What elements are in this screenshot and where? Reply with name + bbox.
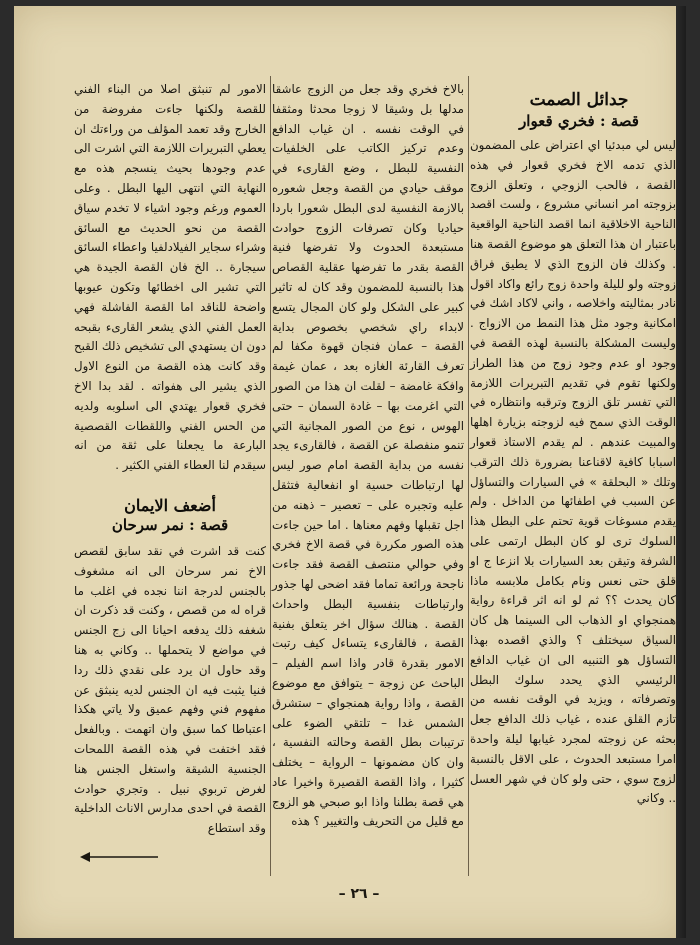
section-body-text: كنت قد اشرت في نقد سابق لقصص الاخ نمر سرحان الى انه مشغوف بالجنس لدرجة اننا نجده في اغلب ما قراه له من قصص ، وكنت قد ذكرت ان شغفه ذلك يدفعه احيانا الى زج الجنس في مواضع لا يتحملها .. وكاني به هنا وقد حاول ان يرد على نقدي ذلك ردا فنيا يثبت فيه ان الجنس لديه ينبثق عن مفهوم فني وفهم عميق ولا ياتي هكذا اعتباطا كما سبق وان اتهمت . وبالفعل فقد اختفت في هذه القصة اللمحات الجنسية الشيقة واستغل الجنس هنا لغرض تربوي نبيل . وتجري حوادث القصة في احدى مدارس الاناث الداخلية وقد استطاع [74, 544, 266, 836]
section-subtitle: قصة : نمر سرحان [111, 516, 229, 534]
column-middle [272, 80, 464, 832]
magazine-page [14, 6, 686, 938]
column-right-text: ليس لي مبدئيا اي اعتراض على المضمون الذي تدمه الاخ فخري قعوار في هذه القصة ، فالحب الزوجي ، وتعلق الزوج بزوجته امر انساني مشروع ، ولست اقصد الناحية الاخلاقية انما اقصد الناحية الواقعية باعتبار ان هذا التعلق هو موضوع القصة هنا . وكذلك فان الزوج الذي لا يطيق فراق زوجته ولو لليلة واحدة زوج رائع واكاد اقول نادر بمثاليته واخلاصه ، واني لاكاد اشك في امكانية وجود مثل هذا النمط من الازواج . وليست المشكلة بالنسبة لهذه القصة في وجود او عدم وجود زوج من هذا الطراز ولكنها تقوم في تقديم التبريرات اللازمة التي تفسر تلق الزوج وترقبه وانتظاره في الوقت الذي سمح فيه لزوجته بزيارة اهلها والمبيت عندهم . لم يقدم الاستاذ قعوار اسبابا كافية لاقناعنا بضرورة ذلك الترقب وتلك « البحلقة » في السيارات والتساؤل عن السبب في اطفائها من الداخل . ولم يقدم مسوغات قوية تحتم على البطل هذا السلوك ترى لو كان البطل ارتمى على الشرفة وتيقن بعد السيارات بلا انزعا ج او قلق حتى نعس ونام بكامل ملابسه ماذا كان يحدث ؟؟ ثم لو انه اثر قراءة رواية همنجواي او الذهاب الى السينما هل كان السياق سيختلف ؟ والذي اقصده بهذا التساؤل هو التنبيه الى ان غياب الدافع الرئيسي الذي يحدد سلوك البطل وتصرفاته ، ويزيد في الوقت نفسه من تازم القلق عنده ، غياب ذلك الدافع جعل بحثه عن زوجته لمجرد غيابها ليلة واحدة امرا مستبعد الحدوث ، على الاقل بالنسبة لزوج سوي ، حتى ولو كان في شهر العسل .. وكاني [470, 138, 676, 806]
column-divider [270, 76, 271, 876]
section-title: أضعف الايمان [124, 496, 216, 515]
column-divider [468, 76, 469, 876]
column-right [470, 136, 676, 809]
article-subtitle: قصة : فخري قعوار [519, 112, 639, 130]
continue-arrow-icon [80, 851, 160, 863]
column-middle-text: بالاخ فخري وقد جعل من الزوج عاشقا مدلها بل وشيقا لا زوجا محدثا ومثقفا في الوقت نفسه . ان غياب الدافع وعدم تركيز الكاتب على الخلفيات النفسية للبطل ، وضع القارىء في موقف حيادي من القصة وجعل شعوره بالازمة النفسية لدى البطل شعورا باردا حياديا وكان تصرفات الزوج حوادث مستبعدة الحدوث ولا تفرضها فنية القصة بقدر ما تفرضها عقلية القصاص هذا بالنسبة للمضمون وقد كان له تاثير كبير على الشكل ولو كان المجال يتسع لابداء راي شخصي بخصوص بداية القصة – عمان فنجان قهوة مكفا لم تعرف القارئة الغازه بعد ، عمان غيمة وافكة غامضة – لقلت ان هذا من الصور التي اغرمت بها – غادة السمان – حتى الهوس ، نوع من الصور المجانية التي تنمو منفصلة عن القصة ، فالقارىء يجد نفسه من بداية القصة امام صور ليس لها ارتباطات حسية او انفعالية فتثقل عليه وتجبره على – تعصير – ذهنه من اجل تقبلها وفهم معناها . اما حين جاءت هذه الصور مكررة في قصة الاخ فخري وفي حوالي منتصف القصة فقد جاءت ناجحة ورائعة تماما فقد اضحى لها جذور وارتباطات بنفسية البطل واحداث القصة . هنالك سؤال اخر يتعلق بفنية القصة ، فالقارىء يتساءل كيف رتبت الامور بقدرة قادر واذا اسم الفيلم – الباحث عن زوجة – يتوافق مع موضوع القصة ، واذا رواية همنجواي – ستشرق الشمس غدا – تلتقي الضوء على ترتيبات بطل القصة وحالته النفسية ، وان كان مضمونها – الرواية – يختلف كثيرا ، واذا القصة القصيرة واخيرا عاد هي قصة بطلنا واذا ابو صبحي هو الزوج مع قليل من التحريف والتغيير ؟ هذه [272, 82, 464, 829]
scan-edge [676, 6, 686, 938]
column-left-text: الامور لم تنبثق اصلا من البناء الفني للقصة ولكنها جاءت مفروضة من الخارج وقد تعمد المؤلف من وراءتك ان يعطي التبريرات اللازمة التي اشرت الى عدم وجودها بحيث ينسجم هذه مع النهاية التي انتهى اليها البطل . وعلى العموم ورغم وجود اشياء لا تخدم سياق القصة من نحو الحديث مع السائق وشراء سجاير الفيلادلفيا واعطاء السائق سيجارة .. الخ فان القصة الجيدة هي التي تشير الى اخطائها وتكون عيوبها واضحة للناقد اما القصة الفاشلة فهي العمل الفني الذي يشعر القارىء بقبحه دون ان يستهدي الى تشخيص ذلك القبح وقد كانت هذه القصة من النوع الاول الذي يشير الى هفواته . لقد بدا الاخ فخري قعوار يهتدي الى اسلوبه ولديه من الحس الفني واللقطات القصصية البارعة ما يجعلنا على ثقة من انه سيقدم لنا العطاء الفني الكثير . [74, 82, 266, 473]
article-title: جدائل الصمت [529, 90, 629, 110]
column-left [74, 80, 266, 476]
section-body [74, 542, 266, 839]
page-number: – ٢٦ – [338, 886, 380, 902]
